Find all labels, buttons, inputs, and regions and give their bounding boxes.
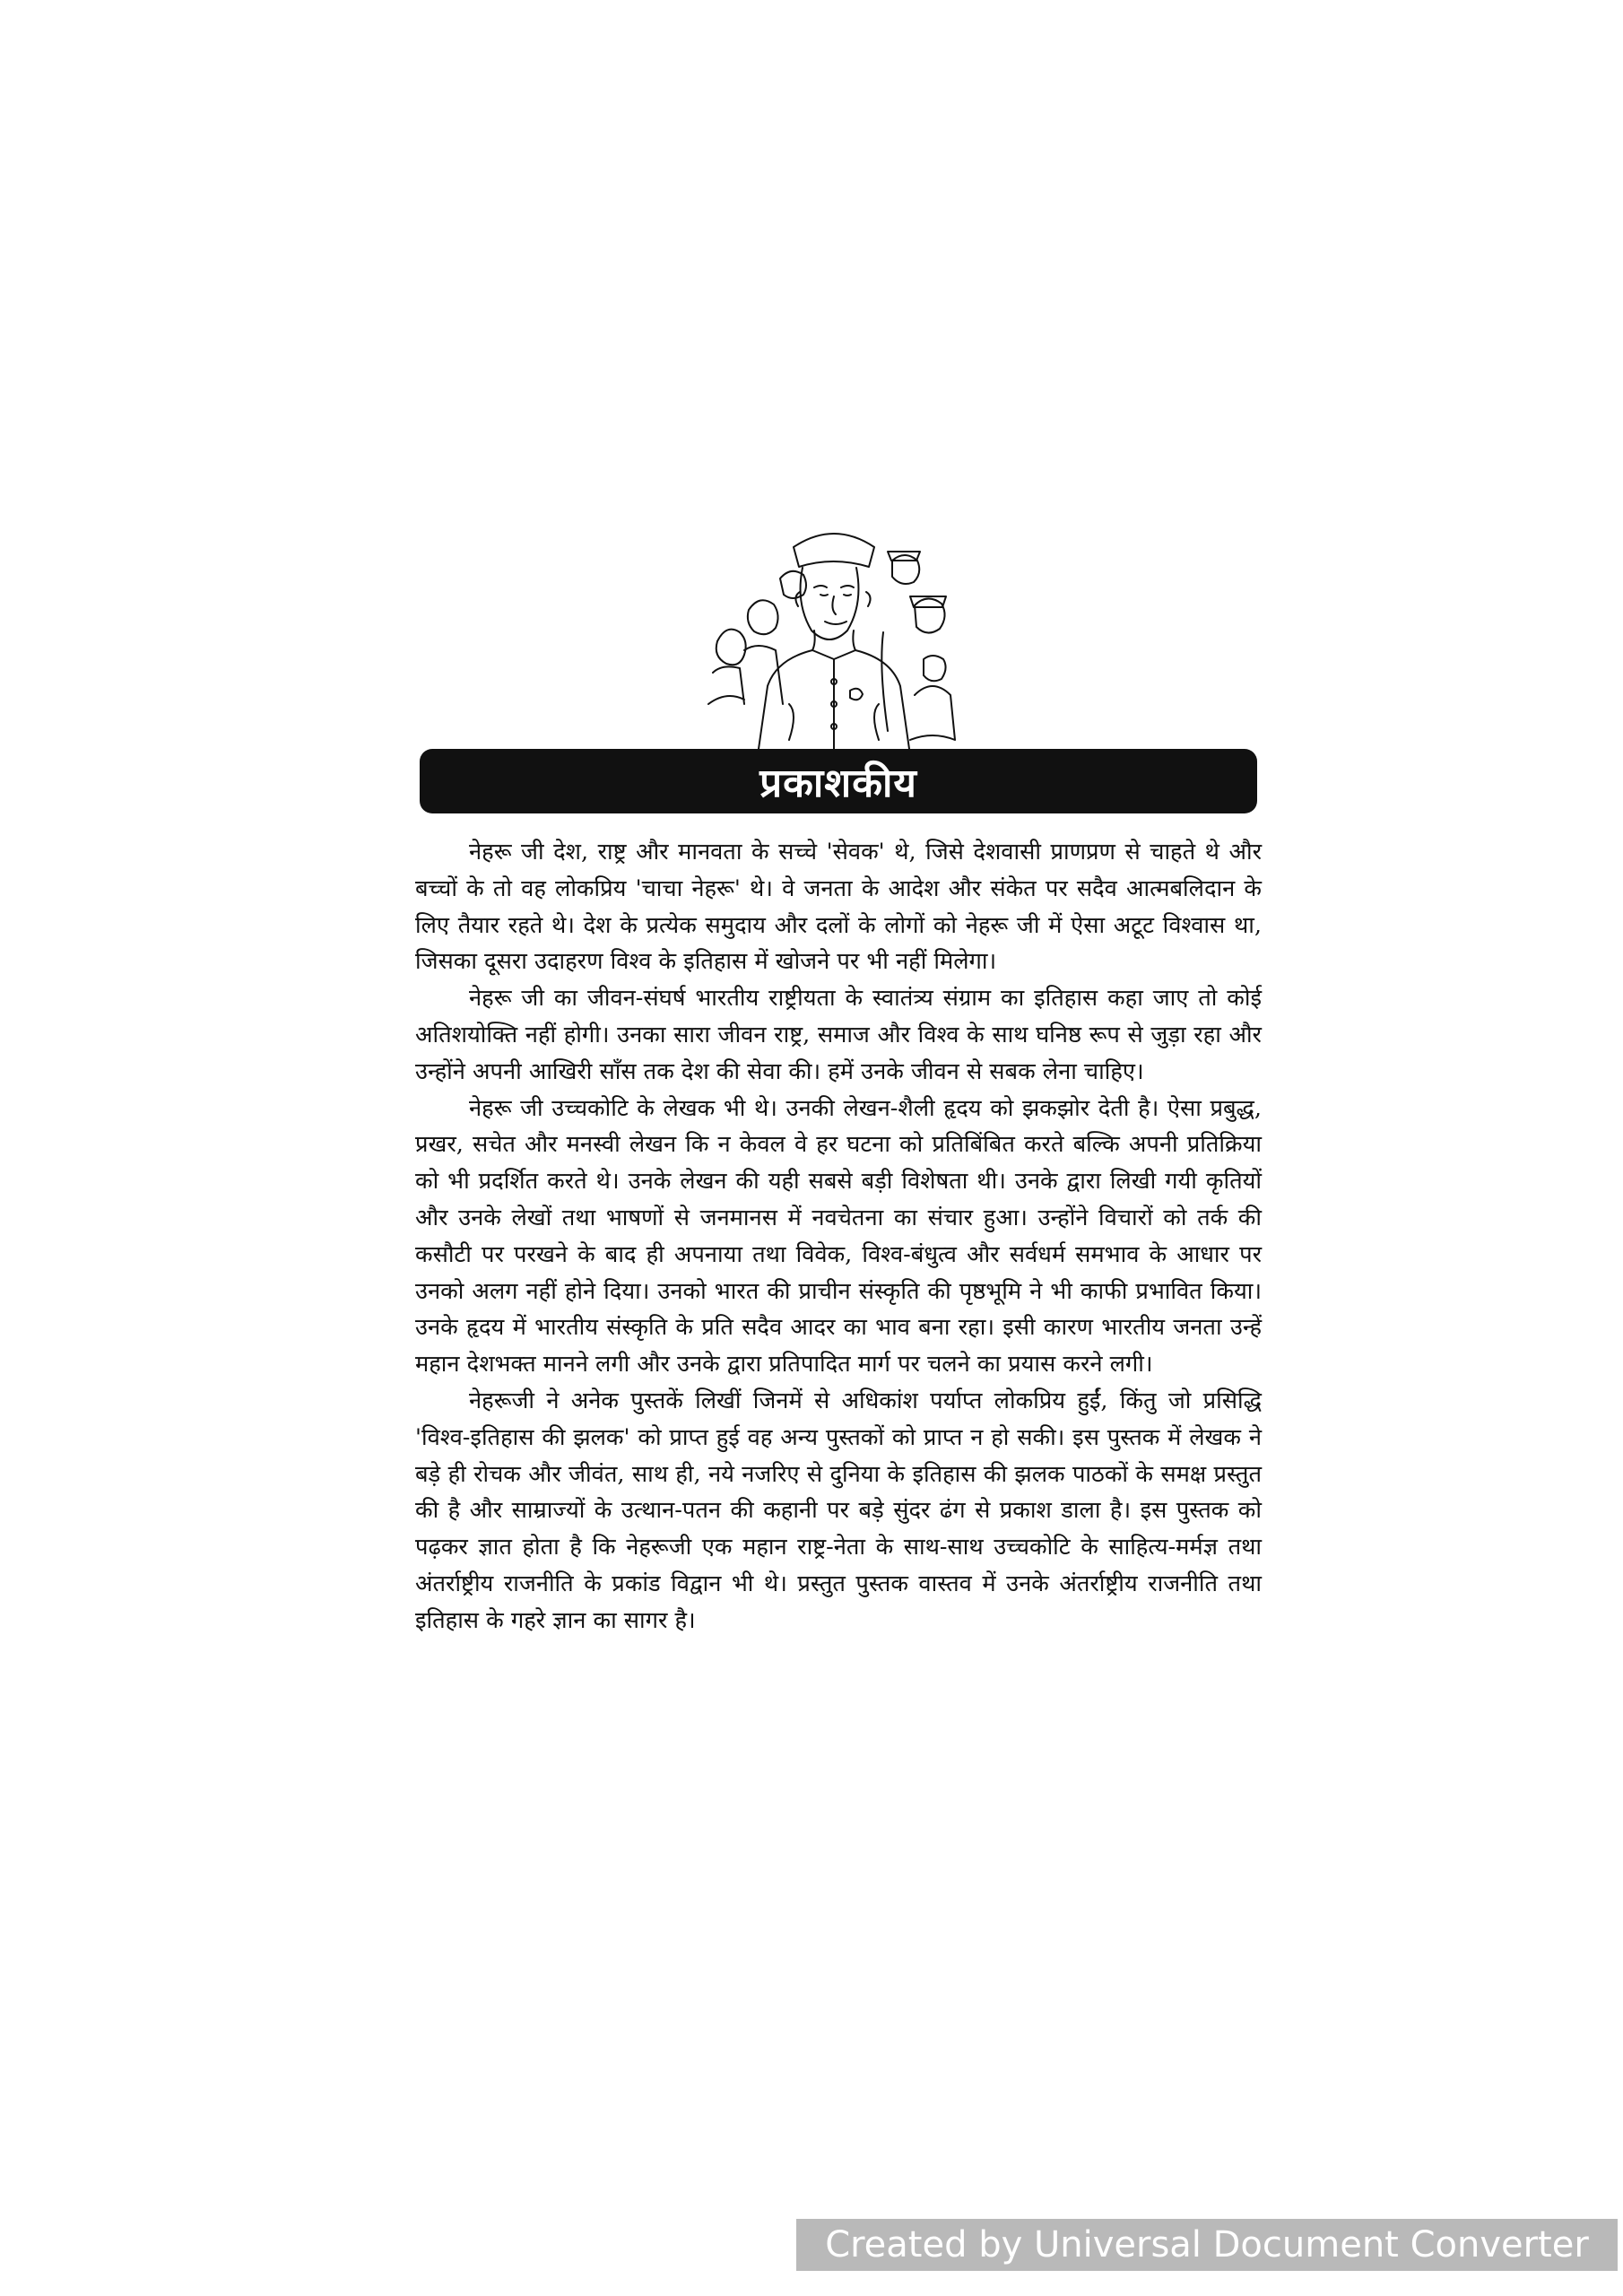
paragraph-1: नेहरू जी देश, राष्ट्र और मानवता के सच्चे 'सेवक' थे, जिसे देशवासी प्राणप्रण से चाहते थे और बच्चों के तो वह लोकप्रिय 'चाचा नेहरू' थे। वे जनता के आदेश और संकेत पर सदैव आत्मबलिदान के लिए तैयार रहते थे। देश के प्रत्येक समुदाय और दलों के लोगों को नेहरू जी में ऐसा अटूट विश्वास था, जिसका दूसरा उदाहरण विश्व के इतिहास में खोजने पर भी नहीं मिलेगा। xyxy=(415,839,1262,976)
paragraph-4: नेहरूजी ने अनेक पुस्तकें लिखीं जिनमें से अधिकांश पर्याप्त लोकप्रिय हुईं, किंतु जो प्रसिद्धि 'विश्व-इतिहास की झलक' को प्राप्त हुई वह अन्य पुस्तकों को प्राप्त न हो सकी। इस पुस्तक में लेखक ने बड़े ही रोचक और जीवंत, साथ ही, नये नजरिए से दुनिया के इतिहास की झलक पाठकों के समक्ष प्रस्तुत की है और साम्राज्यों के उत्थान-पतन की कहानी पर बड़े सुंदर ढंग से प्रकाश डाला है। इस पुस्तक को पढ़कर ज्ञात होता है कि नेहरूजी एक महान राष्ट्र-नेता के साथ-साथ उच्चकोटि के साहित्य-मर्मज्ञ तथा अंतर्राष्ट्रीय राजनीति के प्रकांड विद्वान भी थे। प्रस्तुत पुस्तक वास्तव में उनके अंतर्राष्ट्रीय राजनीति तथा इतिहास के गहरे ज्ञान का सागर है। xyxy=(415,1387,1262,1634)
paragraph-2: नेहरू जी का जीवन-संघर्ष भारतीय राष्ट्रीयता के स्वातंत्र्य संग्राम का इतिहास कहा जाए तो कोई अतिशयोक्ति नहीं होगी। उनका सारा जीवन राष्ट्र, समाज और विश्व के साथ घनिष्ठ रूप से जुड़ा रहा और उन्होंने अपनी आखिरी साँस तक देश की सेवा की। हमें उनके जीवन से सबक लेना चाहिए। xyxy=(415,985,1262,1085)
watermark-text: Created by Universal Document Converter xyxy=(825,2224,1589,2266)
body-text xyxy=(415,834,1262,1639)
nehru-illustration xyxy=(699,525,968,749)
title-banner xyxy=(420,749,1257,813)
watermark-banner xyxy=(796,2219,1618,2271)
paragraph-3: नेहरू जी उच्चकोटि के लेखक भी थे। उनकी लेखन-शैली हृदय को झकझोर देती है। ऐसा प्रबुद्ध, प्रखर, सचेत और मनस्वी लेखन कि न केवल वे हर घटना को प्रतिबिंबित करते बल्कि अपनी प्रतिक्रिया को भी प्रदर्शित करते थे। उनके लेखन की यही सबसे बड़ी विशेषता थी। उनके द्वारा लिखी गयी कृतियों और उनके लेखों तथा भाषणों से जनमानस में नवचेतना का संचार हुआ। उन्होंने विचारों को तर्क की कसौटी पर परखने के बाद ही अपनाया तथा विवेक, विश्व-बंधुत्व और सर्वधर्म समभाव के आधार पर उनको अलग नहीं होने दिया। उनको भारत की प्राचीन संस्कृति की पृष्ठभूमि ने भी काफी प्रभावित किया। उनके हृदय में भारतीय संस्कृति के प्रति सदैव आदर का भाव बना रहा। इसी कारण भारतीय जनता उन्हें महान देशभक्त मानने लगी और उनके द्वारा प्रतिपादित मार्ग पर चलने का प्रयास करने लगी। xyxy=(415,1094,1262,1378)
page-heading: प्रकाशकीय xyxy=(759,761,917,806)
